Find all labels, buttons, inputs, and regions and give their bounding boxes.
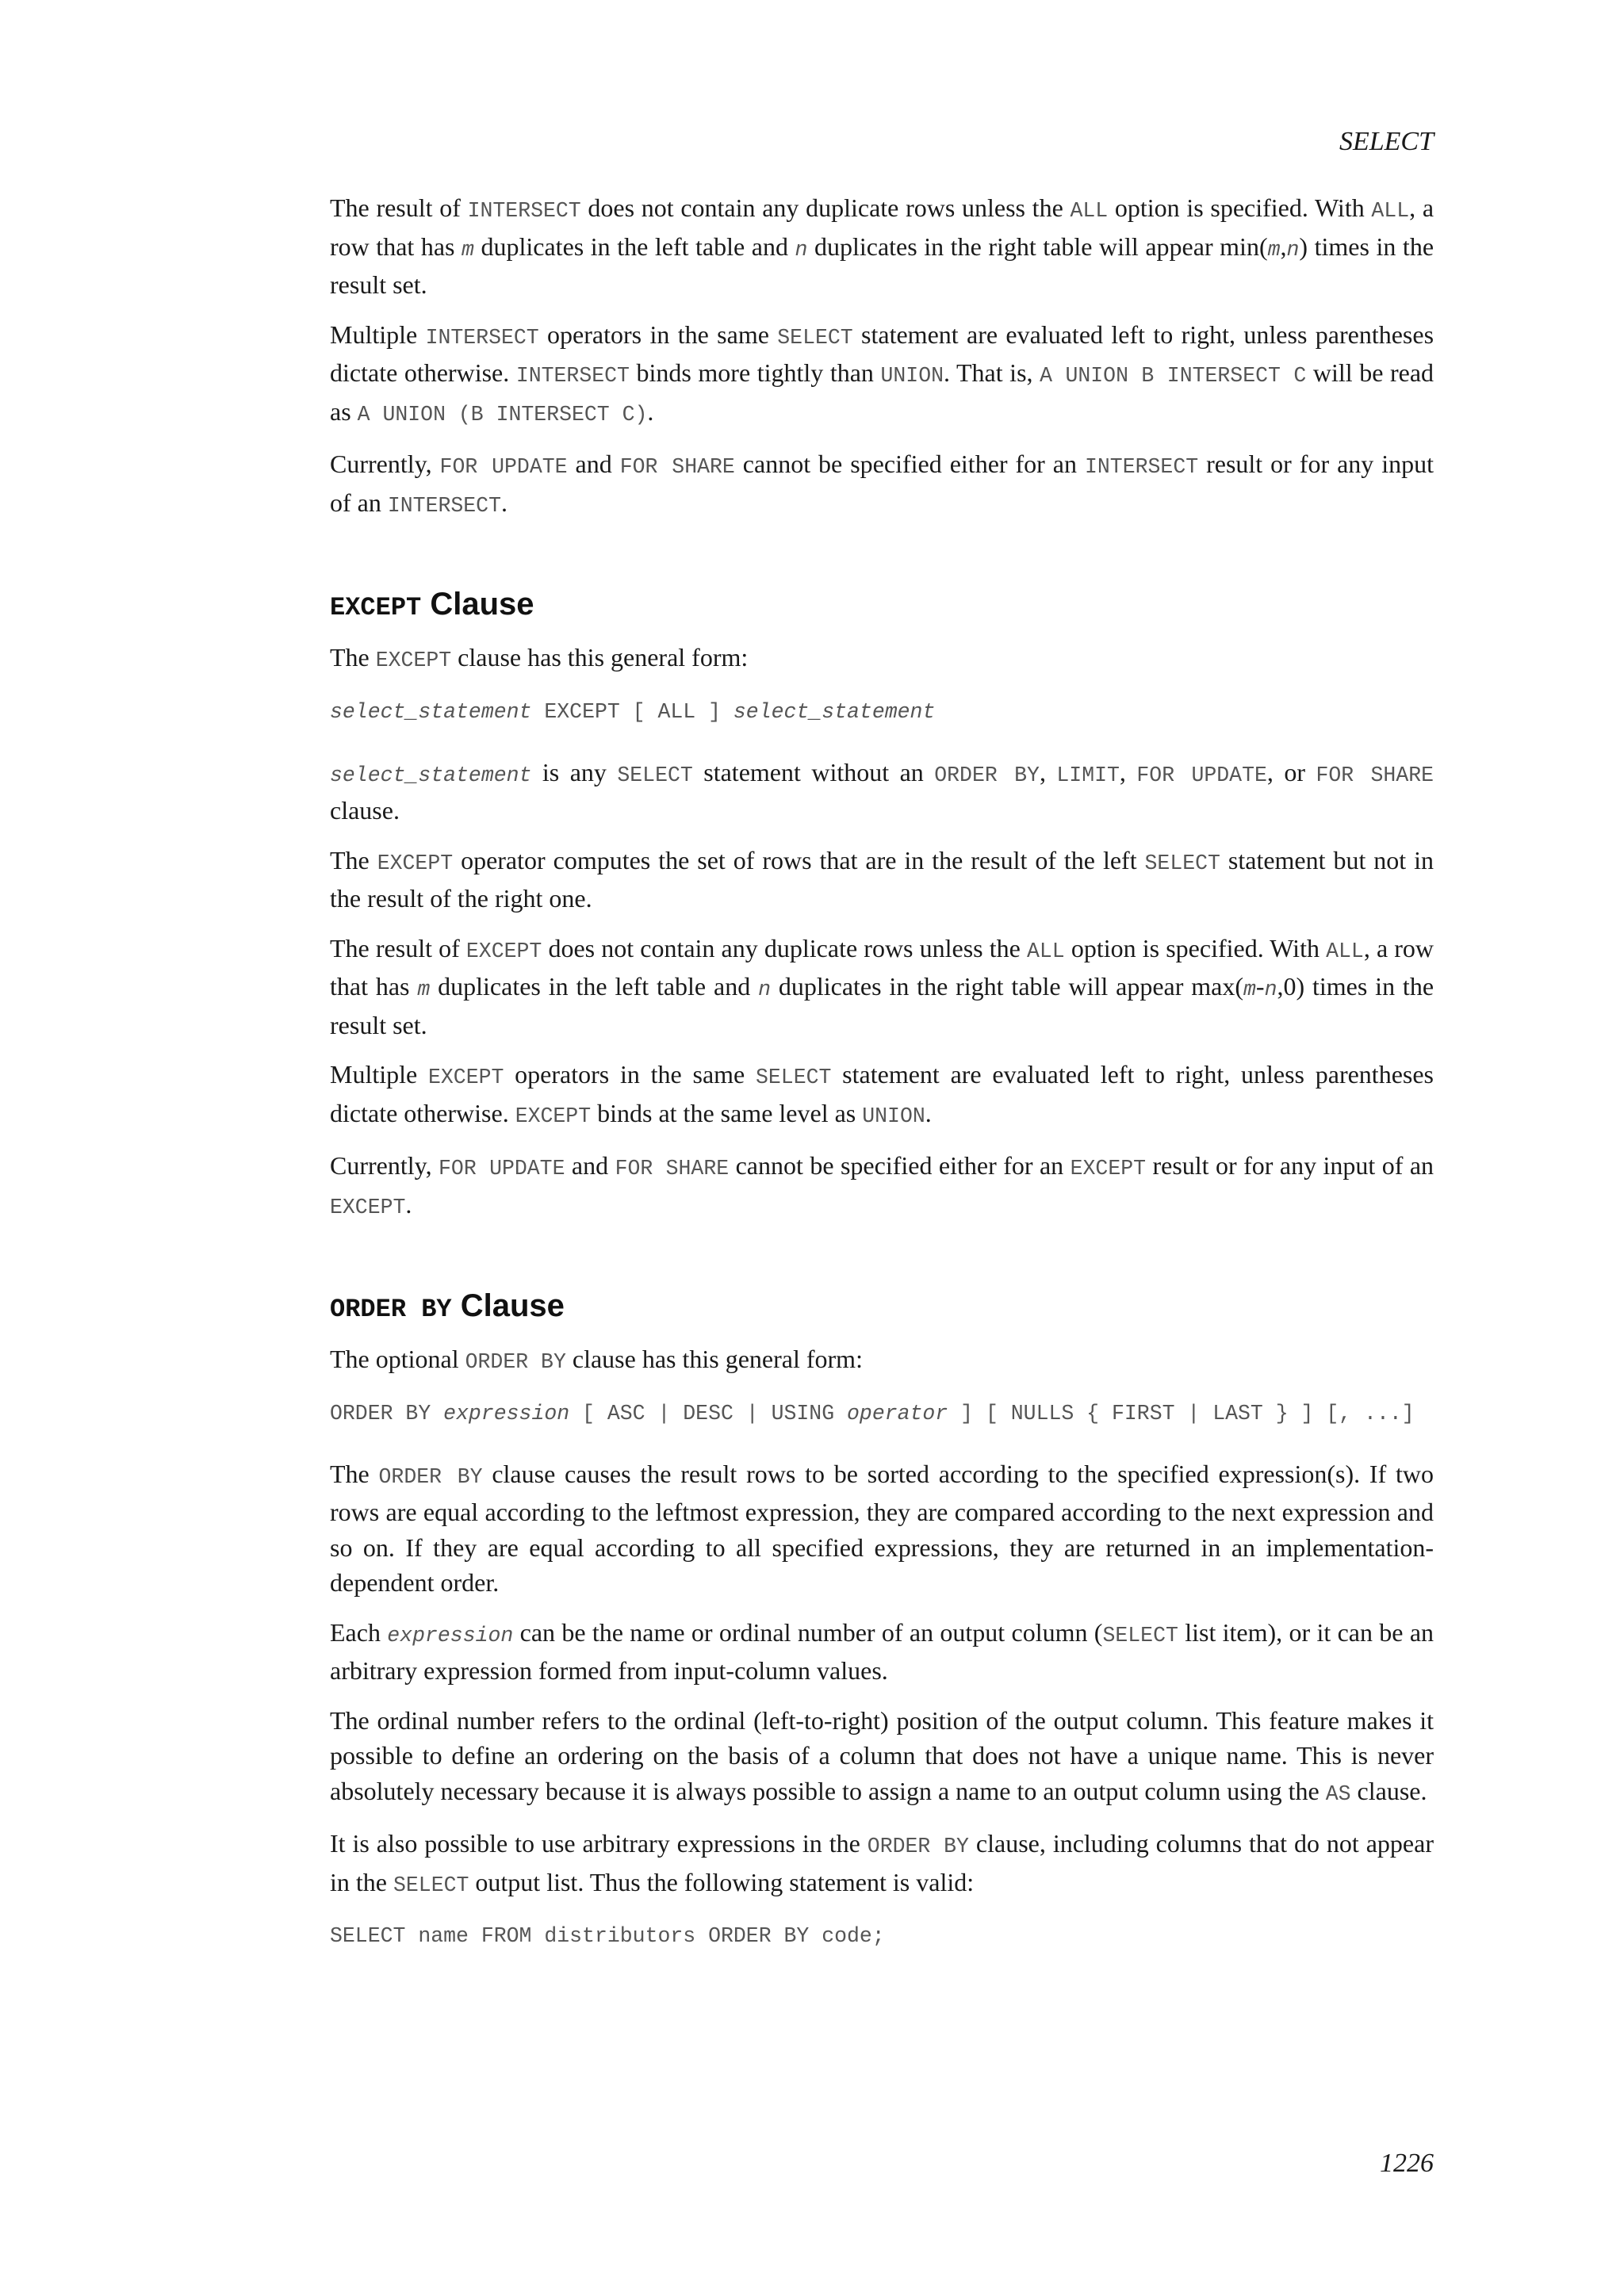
paragraph: Multiple INTERSECT operators in the same SELECT statement are evaluated left to right, unless parentheses dictate otherwise. INTERSECT binds more tightly than UNION. That is, A UNION B INTERSECT C will be read as A UNION (B INTERSECT C). [330, 320, 1434, 427]
section-heading-except: EXCEPT Clause [330, 587, 534, 622]
section-heading-order-by: ORDER BY Clause [330, 1288, 565, 1324]
paragraph: The result of EXCEPT does not contain any duplicate rows unless the ALL option is specified. With ALL, a row that has m duplicates in the left table and n duplicates in the right table will appear max(m-n,0) times in the result set. [330, 933, 1434, 1039]
paragraph: The EXCEPT operator computes the set of rows that are in the result of the left SELECT statement but not in the result of the right one. [330, 845, 1434, 913]
paragraph: The EXCEPT clause has this general form: [330, 643, 749, 672]
page-content [330, 190, 1434, 1979]
paragraph: Each expression can be the name or ordinal number of an output column (SELECT list item), or it can be an arbitrary expression formed from input-column values. [330, 1617, 1434, 1685]
running-header: SELECT [1339, 127, 1434, 156]
code-synopsis: select_statement EXCEPT [ ALL ] select_statement [330, 699, 936, 724]
page-number: 1226 [1380, 2149, 1434, 2178]
paragraph: The ORDER BY clause causes the result rows to be sorted according to the specified expression(s). If two rows are equal according to the leftmost expression, they are compared according to the next expression and so on. If they are equal according to all specified expressions, they are returned in an implementation-dependent order. [330, 1459, 1434, 1597]
paragraph: select_statement is any SELECT statement without an ORDER BY, LIMIT, FOR UPDATE, or FOR SHARE clause. [330, 757, 1434, 825]
paragraph: Currently, FOR UPDATE and FOR SHARE cannot be specified either for an INTERSECT result or for any input of an INTERSECT. [330, 450, 1434, 518]
paragraph: Currently, FOR UPDATE and FOR SHARE cannot be specified either for an EXCEPT result or for any input of an EXCEPT. [330, 1151, 1434, 1219]
paragraph: Multiple EXCEPT operators in the same SELECT statement are evaluated left to right, unless parentheses dictate otherwise. EXCEPT binds at the same level as UNION. [330, 1060, 1434, 1128]
paragraph: The optional ORDER BY clause has this general form: [330, 1345, 863, 1374]
paragraph: It is also possible to use arbitrary expressions in the ORDER BY clause, including columns that do not appear in the SELECT output list. Thus the following statement is valid: [330, 1829, 1434, 1897]
code-synopsis: ORDER BY expression [ ASC | DESC | USING operator ] [ NULLS { FIRST | LAST } ] [, ...] [330, 1401, 1415, 1425]
paragraph: The ordinal number refers to the ordinal (left-to-right) position of the output column. This feature makes it possible to define an ordering on the basis of a column that does not have a unique name. This is never absolutely necessary because it is always possible to assign a name to an output column using the AS clause. [330, 1705, 1434, 1806]
code-example: SELECT name FROM distributors ORDER BY code; [330, 1924, 885, 1948]
paragraph: The result of INTERSECT does not contain any duplicate rows unless the ALL option is specified. With ALL, a row that has m duplicates in the left table and n duplicates in the right table will appear min(m,n) times in the result set. [330, 193, 1434, 299]
